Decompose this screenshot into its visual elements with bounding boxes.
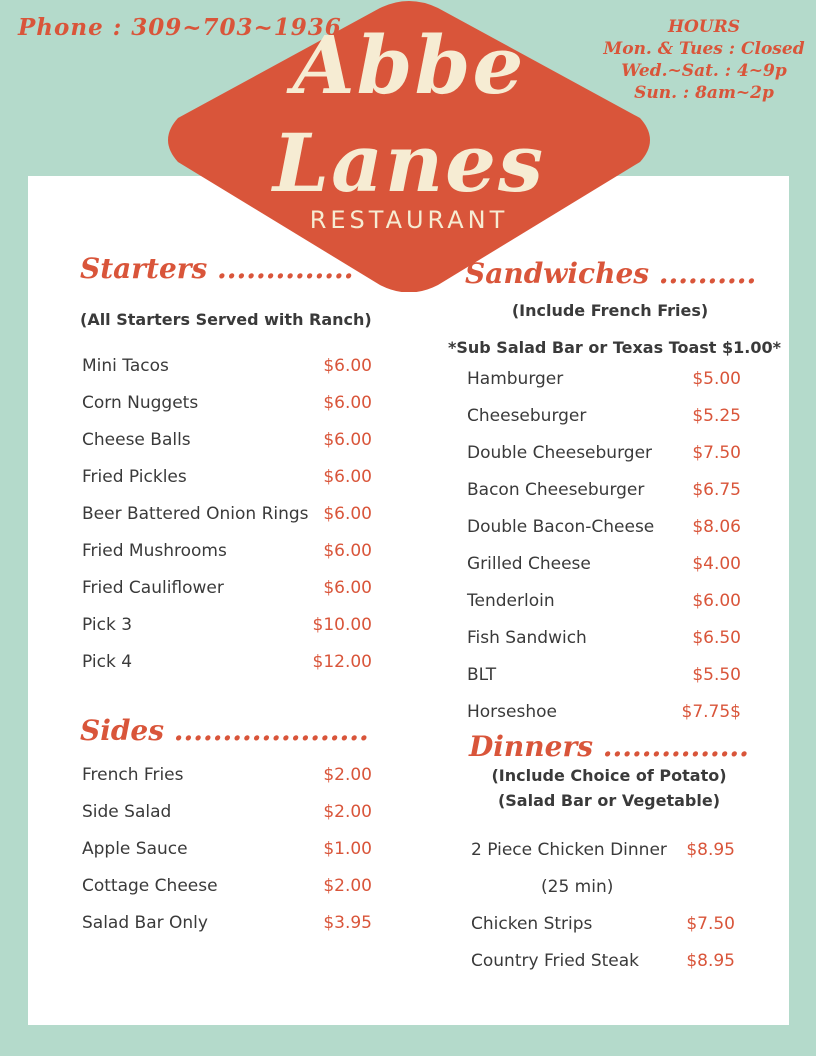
menu-item-name: Side Salad	[82, 802, 172, 822]
menu-item-name: Beer Battered Onion Rings	[82, 504, 309, 524]
menu-item-price: $3.95	[323, 913, 372, 933]
menu-item-price: $6.00	[692, 591, 741, 611]
menu-item-name: Salad Bar Only	[82, 913, 208, 933]
menu-item-price: $7.75$	[681, 702, 741, 722]
menu-item-name: Double Bacon-Cheese	[467, 517, 655, 537]
menu-item-name: Cheese Balls	[82, 430, 191, 450]
menu-item-price: $6.00	[323, 541, 372, 561]
menu-item-name: Grilled Cheese	[467, 554, 591, 574]
menu-item-name: Fried Mushrooms	[82, 541, 227, 561]
menu-item-name: Cottage Cheese	[82, 876, 218, 896]
menu-item-price: $8.06	[692, 517, 741, 537]
menu-item-name: Fried Cauliflower	[82, 578, 224, 598]
menu-item-price: $2.00	[323, 765, 372, 785]
menu-item-name: Fried Pickles	[82, 467, 187, 487]
starters-heading: Starters ..............	[80, 252, 354, 285]
logo-word-restaurant: RESTAURANT	[309, 206, 509, 234]
dinners-heading: Dinners ...............	[469, 730, 749, 763]
menu-item-name: Chicken Strips	[471, 914, 593, 934]
menu-item-name: Pick 3	[82, 615, 133, 635]
sandwiches-sub-note: *Sub Salad Bar or Texas Toast $1.00*	[448, 338, 781, 357]
menu-item-price: $12.00	[312, 652, 372, 672]
logo-word-abbe: Abbe	[292, 18, 526, 112]
menu-item-price: $6.75	[692, 480, 741, 500]
menu-item-price: $5.50	[692, 665, 741, 685]
menu-item-price: $6.00	[323, 430, 372, 450]
dinners-sub-note: (Salad Bar or Vegetable)	[497, 791, 721, 810]
menu-item-price: $5.25	[692, 406, 741, 426]
hours-line: Wed.~Sat. : 4~9p	[621, 61, 787, 81]
dinners-note: (Include Choice of Potato)	[491, 766, 727, 785]
menu-item-price: $2.00	[323, 802, 372, 822]
sandwiches-note: (Include French Fries)	[511, 301, 709, 320]
menu-item-price: $6.00	[323, 356, 372, 376]
menu-item-price: $6.50	[692, 628, 741, 648]
menu-item-name: Corn Nuggets	[82, 393, 199, 413]
menu-item-name: Mini Tacos	[82, 356, 169, 376]
menu-item-name: Horseshoe	[467, 702, 557, 722]
sides-heading: Sides ....................	[80, 714, 369, 747]
menu-item-note: (25 min)	[541, 877, 614, 897]
menu-item-price: $2.00	[323, 876, 372, 896]
menu-item-price: $8.95	[686, 840, 735, 860]
menu-item-price: $6.00	[323, 578, 372, 598]
phone-number: Phone : 309~703~1936	[18, 14, 342, 41]
hours-line: Sun. : 8am~2p	[634, 83, 774, 103]
menu-item-price: $6.00	[323, 467, 372, 487]
hours-title: HOURS	[667, 17, 741, 37]
menu-item-price: $7.50	[686, 914, 735, 934]
menu-item-name: BLT	[467, 665, 497, 685]
menu-item-name: Apple Sauce	[82, 839, 188, 859]
sandwiches-heading: Sandwiches ..........	[465, 257, 757, 290]
menu-item-name: French Fries	[82, 765, 184, 785]
menu-item-price: $6.00	[323, 504, 372, 524]
menu-item-price: $7.50	[692, 443, 741, 463]
menu-item-price: $8.95	[686, 951, 735, 971]
logo	[158, 0, 660, 292]
menu-item-price: $6.00	[323, 393, 372, 413]
menu-item-name: Bacon Cheeseburger	[467, 480, 645, 500]
menu-item-name: Pick 4	[82, 652, 133, 672]
menu-item-price: $10.00	[312, 615, 372, 635]
menu-item-price: $1.00	[323, 839, 372, 859]
logo-word-lanes: Lanes	[272, 116, 546, 210]
hours-line: Mon. & Tues : Closed	[603, 39, 805, 59]
starters-note: (All Starters Served with Ranch)	[80, 310, 372, 329]
menu-item-price: $5.00	[692, 369, 741, 389]
menu-item-name: Double Cheeseburger	[467, 443, 653, 463]
menu-item-price: $4.00	[692, 554, 741, 574]
menu-item-name: Cheeseburger	[467, 406, 587, 426]
menu-item-name: Hamburger	[467, 369, 564, 389]
menu-item-name: Tenderloin	[467, 591, 555, 611]
menu-item-name: Country Fried Steak	[471, 951, 640, 971]
menu-item-name: Fish Sandwich	[467, 628, 587, 648]
menu-item-name: 2 Piece Chicken Dinner	[471, 840, 667, 860]
